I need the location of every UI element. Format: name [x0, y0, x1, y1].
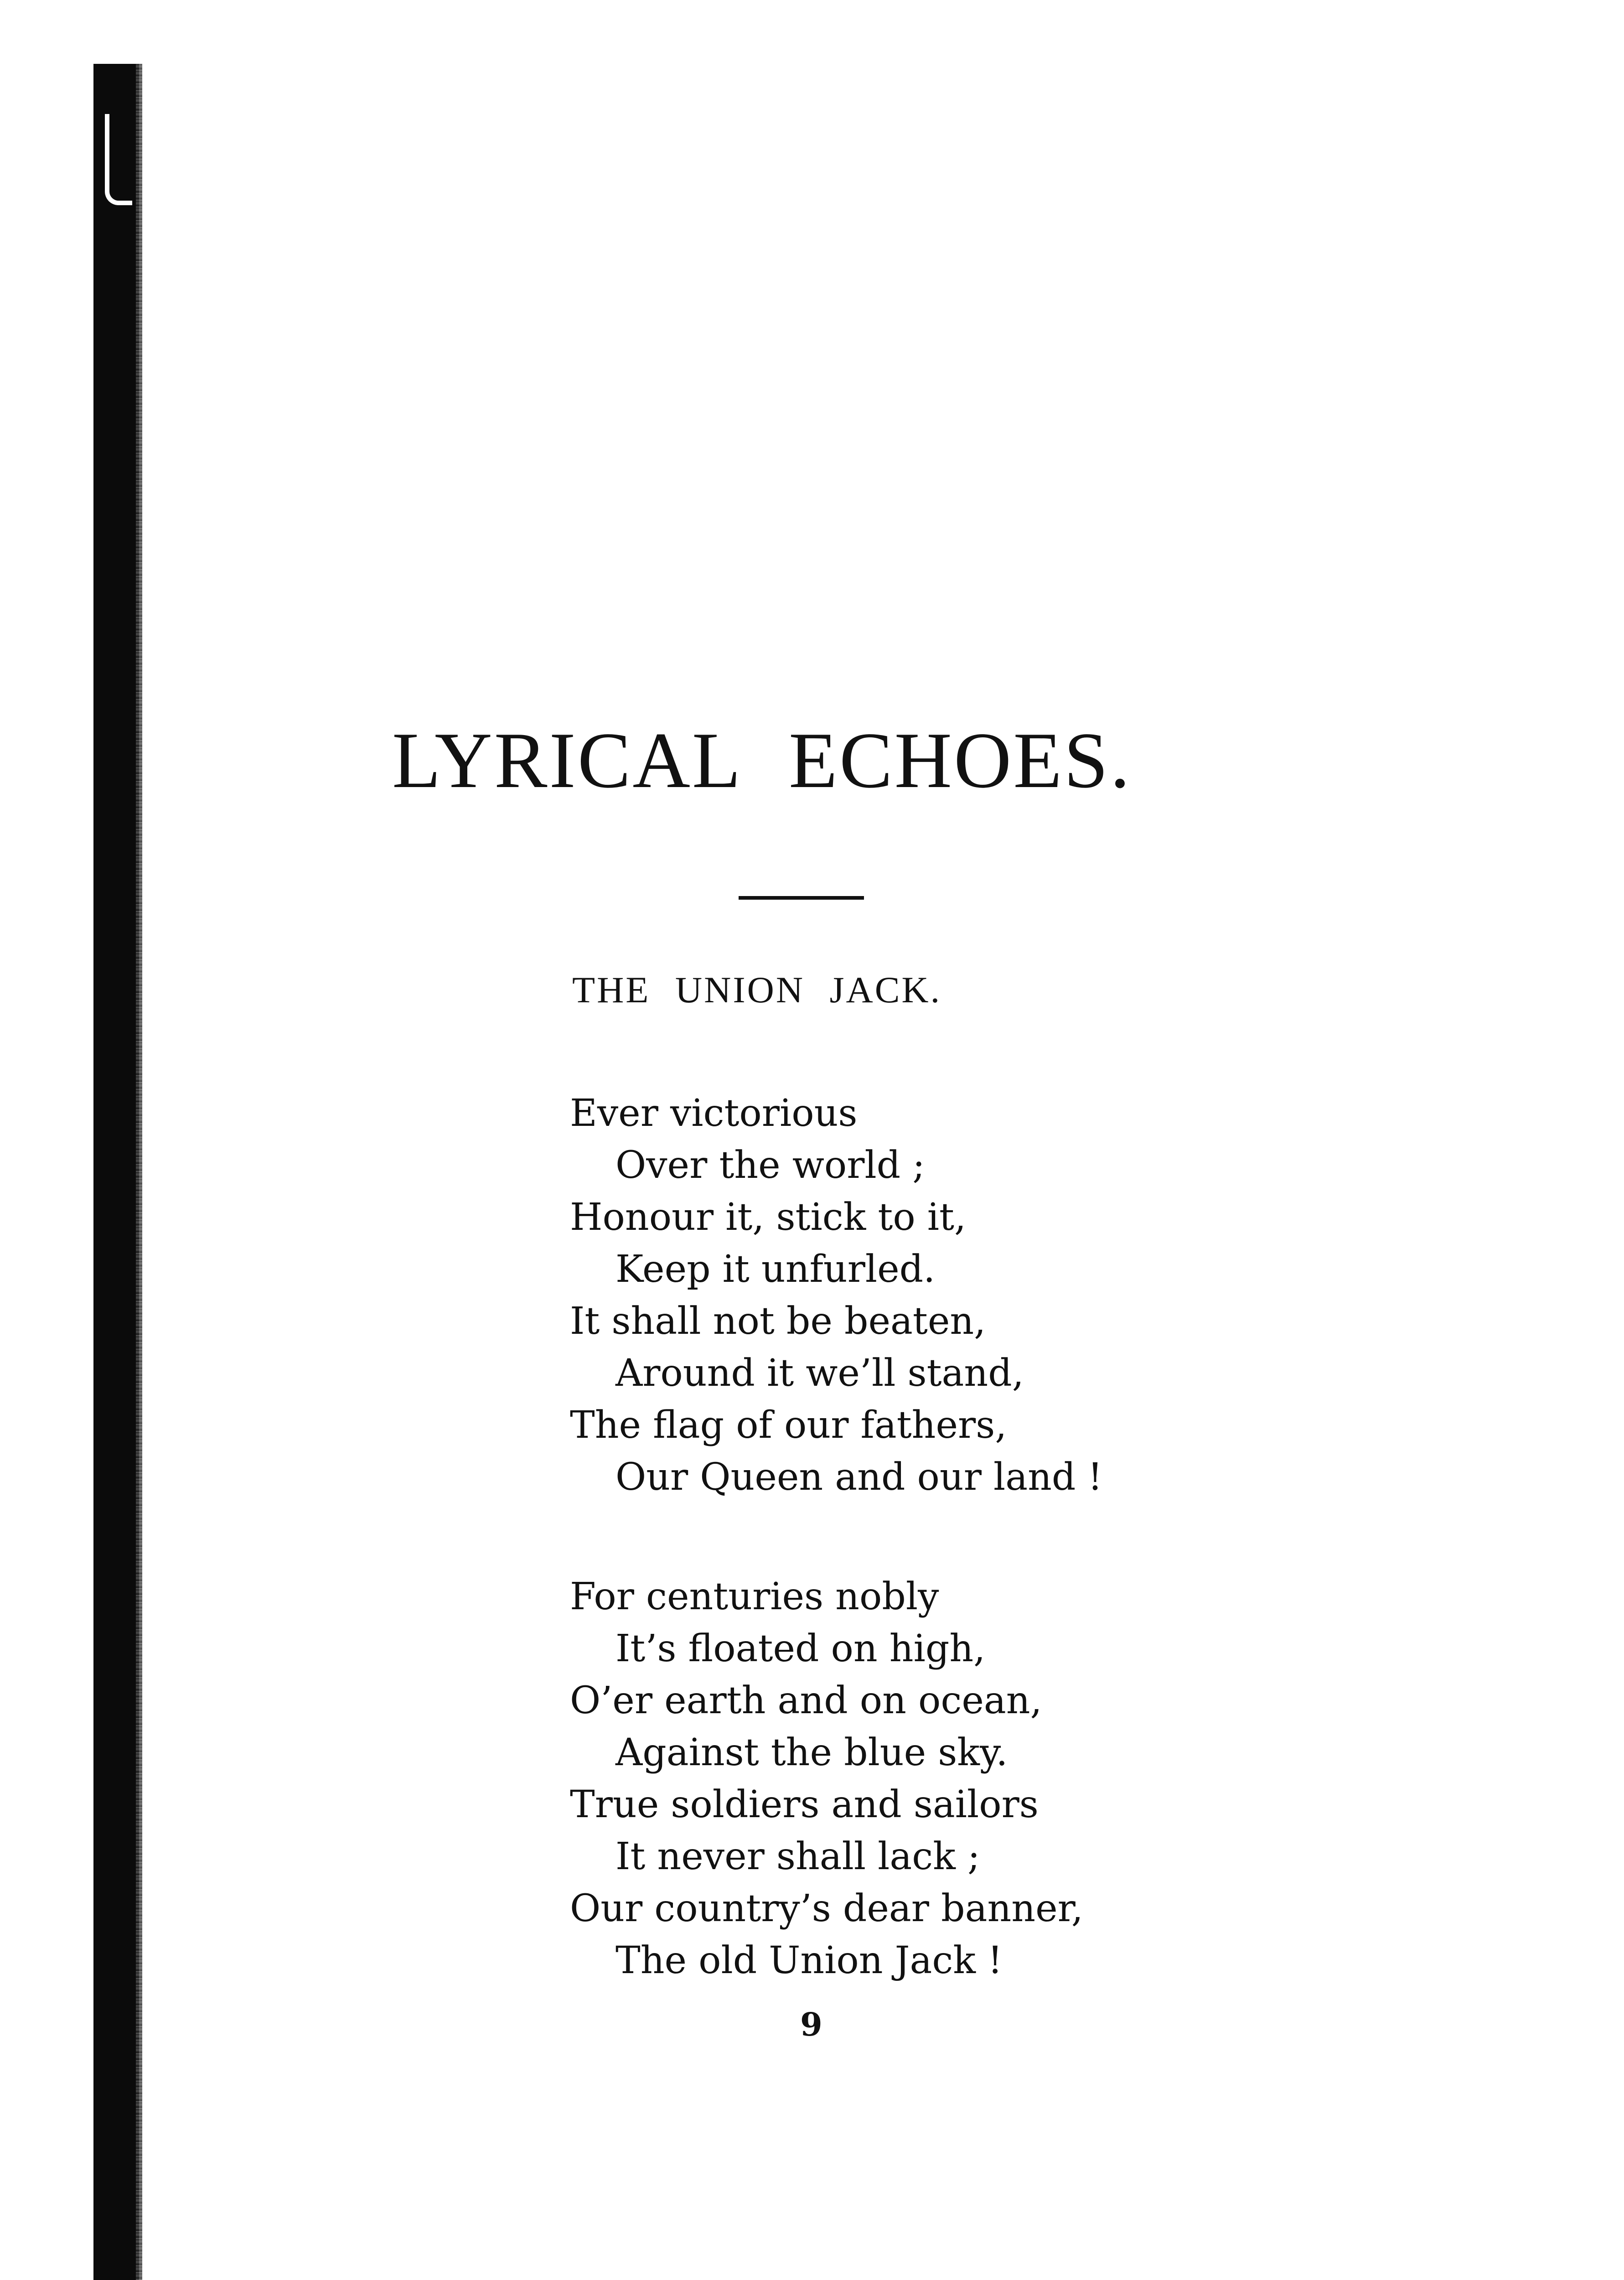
poem-line: It never shall lack ; — [615, 1835, 980, 1878]
binding-texture — [136, 64, 142, 2280]
poem-line: Ever victorious — [570, 1092, 858, 1135]
title-rule — [739, 896, 864, 900]
poem-line: Over the world ; — [615, 1144, 925, 1187]
book-title: LYRICAL ECHOES. — [392, 716, 1132, 804]
poem-line: Our Queen and our land ! — [615, 1456, 1103, 1499]
poem-line: True soldiers and sailors — [570, 1783, 1039, 1826]
binding-notch — [105, 114, 132, 205]
poem-line: Against the blue sky. — [615, 1731, 1008, 1774]
poem-line: Honour it, stick to it, — [570, 1196, 967, 1239]
poem-line: The flag of our fathers, — [570, 1404, 1007, 1447]
poem-line: Our country’s dear banner, — [570, 1887, 1083, 1930]
poem-line: Keep it unfurled. — [615, 1248, 936, 1291]
poem-line: For centuries nobly — [570, 1575, 939, 1618]
poem-line: It’s floated on high, — [615, 1627, 986, 1670]
binding-edge — [93, 64, 139, 2280]
stanza-2 — [570, 1571, 1140, 1987]
stanza-1 — [570, 1088, 1140, 1503]
poem-line: It shall not be beaten, — [570, 1300, 986, 1343]
poem-title: THE UNION JACK. — [572, 969, 942, 1010]
page-number: 9 — [800, 2005, 822, 2043]
poem-line: Around it we’ll stand, — [615, 1352, 1024, 1395]
poem-line: O’er earth and on ocean, — [570, 1679, 1042, 1722]
poem-line: The old Union Jack ! — [615, 1939, 1003, 1982]
